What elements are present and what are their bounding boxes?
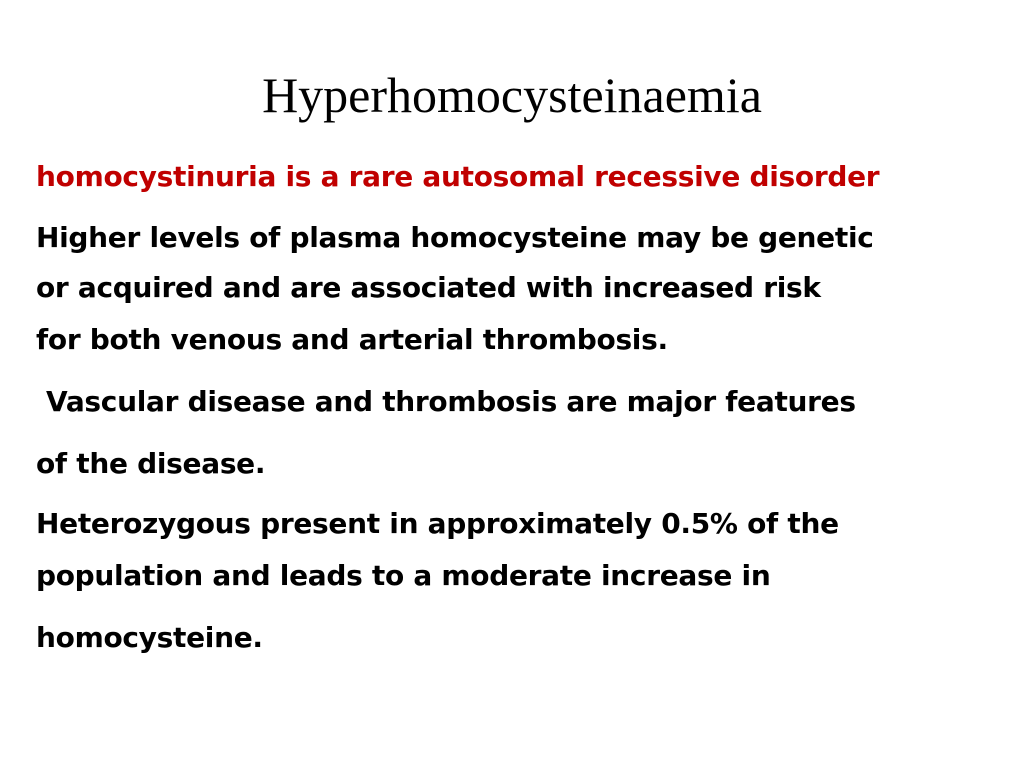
paragraph3-line1: Heterozygous present in approximately 0.5% of the bbox=[36, 507, 839, 540]
paragraph2-line2: of the disease. bbox=[36, 447, 266, 480]
paragraph1-line3: for both venous and arterial thrombosis. bbox=[36, 323, 668, 356]
paragraph1-line1: Higher levels of plasma homocysteine may be genetic bbox=[36, 221, 874, 254]
paragraph1-line2: or acquired and are associated with increased risk bbox=[36, 271, 821, 304]
paragraph3-line2: population and leads to a moderate increase in bbox=[36, 559, 771, 592]
paragraph2-line1: Vascular disease and thrombosis are major features bbox=[46, 385, 856, 418]
slide-title: Hyperhomocysteinaemia bbox=[262, 67, 762, 123]
highlight-line: homocystinuria is a rare autosomal recessive disorder bbox=[36, 160, 880, 193]
paragraph3-line3: homocysteine. bbox=[36, 621, 263, 654]
